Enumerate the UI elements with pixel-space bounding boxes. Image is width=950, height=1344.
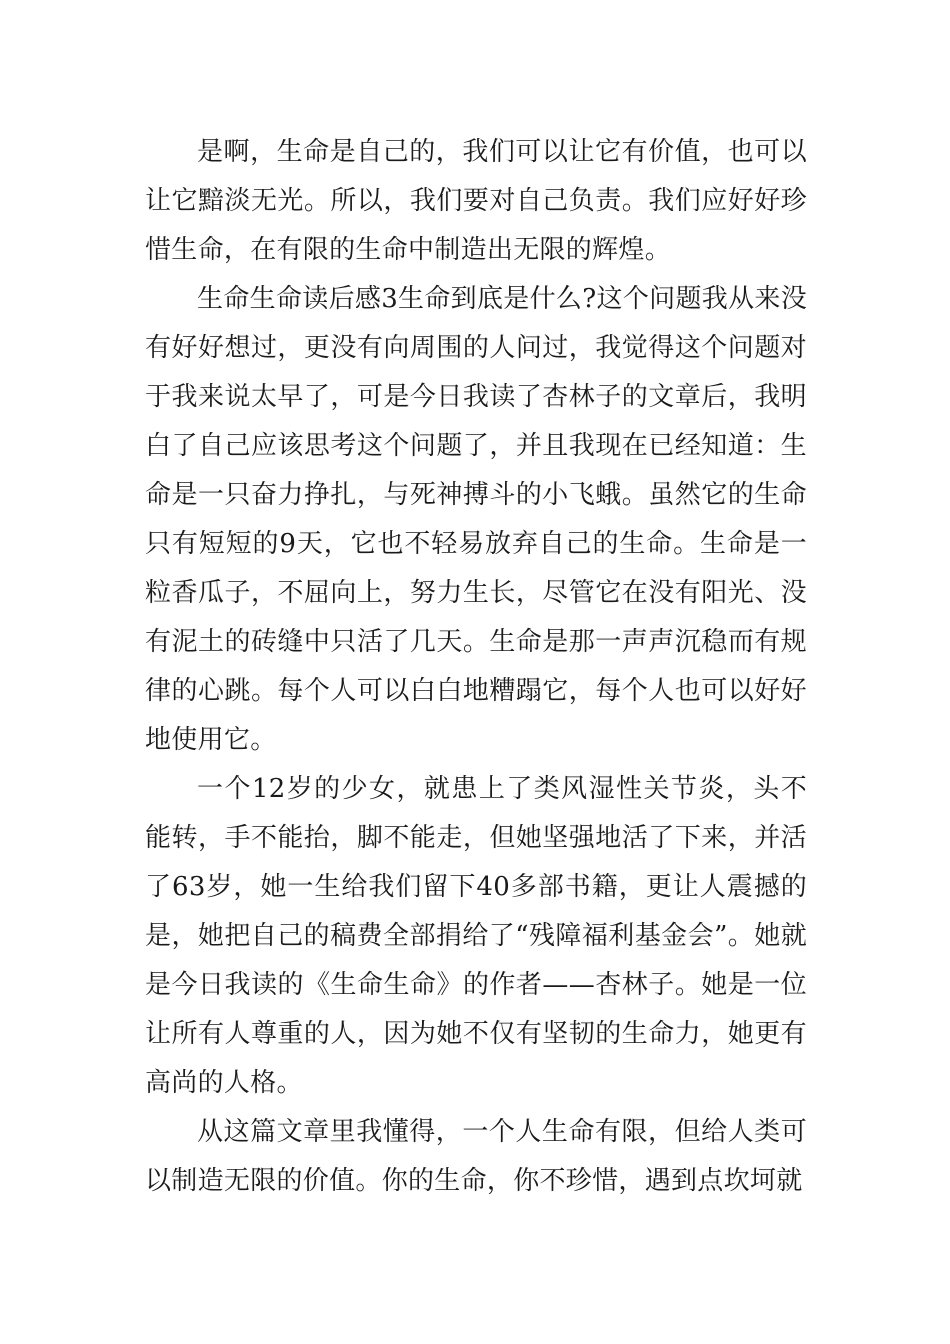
paragraph-4: 从这篇文章里我懂得，一个人生命有限，但给人类可以制造无限的价值。你的生命，你不珍惜，遇到点坎坷就 [145,1117,807,1196]
paragraph-1: 是啊，生命是自己的，我们可以让它有价值，也可以让它黯淡无光。所以，我们要对自己负责。我们应好好珍惜生命，在有限的生命中制造出无限的辉煌。 [145,137,807,265]
paragraph-2: 生命生命读后感3生命到底是什么?这个问题我从来没有好好想过，更没有向周围的人问过，我觉得这个问题对于我来说太早了，可是今日我读了杏林子的文章后，我明白了自己应该思考这个问题了，并且我现在已经知道：生命是一只奋力挣扎，与死神搏斗的小飞蛾。虽然它的生命只有短短的9天，它也不轻易放弃自己的生命。生命是一粒香瓜子，不屈向上，努力生长，尽管它在没有阳光、没有泥土的砖缝中只活了几天。生命是那一声声沉稳而有规律的心跳。每个人可以白白地糟蹋它，每个人也可以好好地使用它。 [145,284,807,755]
document-page [145,128,807,1206]
paragraph-3: 一个12岁的少女，就患上了类风湿性关节炎，头不能转，手不能抬，脚不能走，但她坚强地活了下来，并活了63岁，她一生给我们留下40多部书籍，更让人震撼的是，她把自己的稿费全部捐给了“残障福利基金会”。她就是今日我读的《生命生命》的作者——杏林子。她是一位让所有人尊重的人，因为她不仅有坚韧的生命力，她更有高尚的人格。 [145,774,807,1098]
